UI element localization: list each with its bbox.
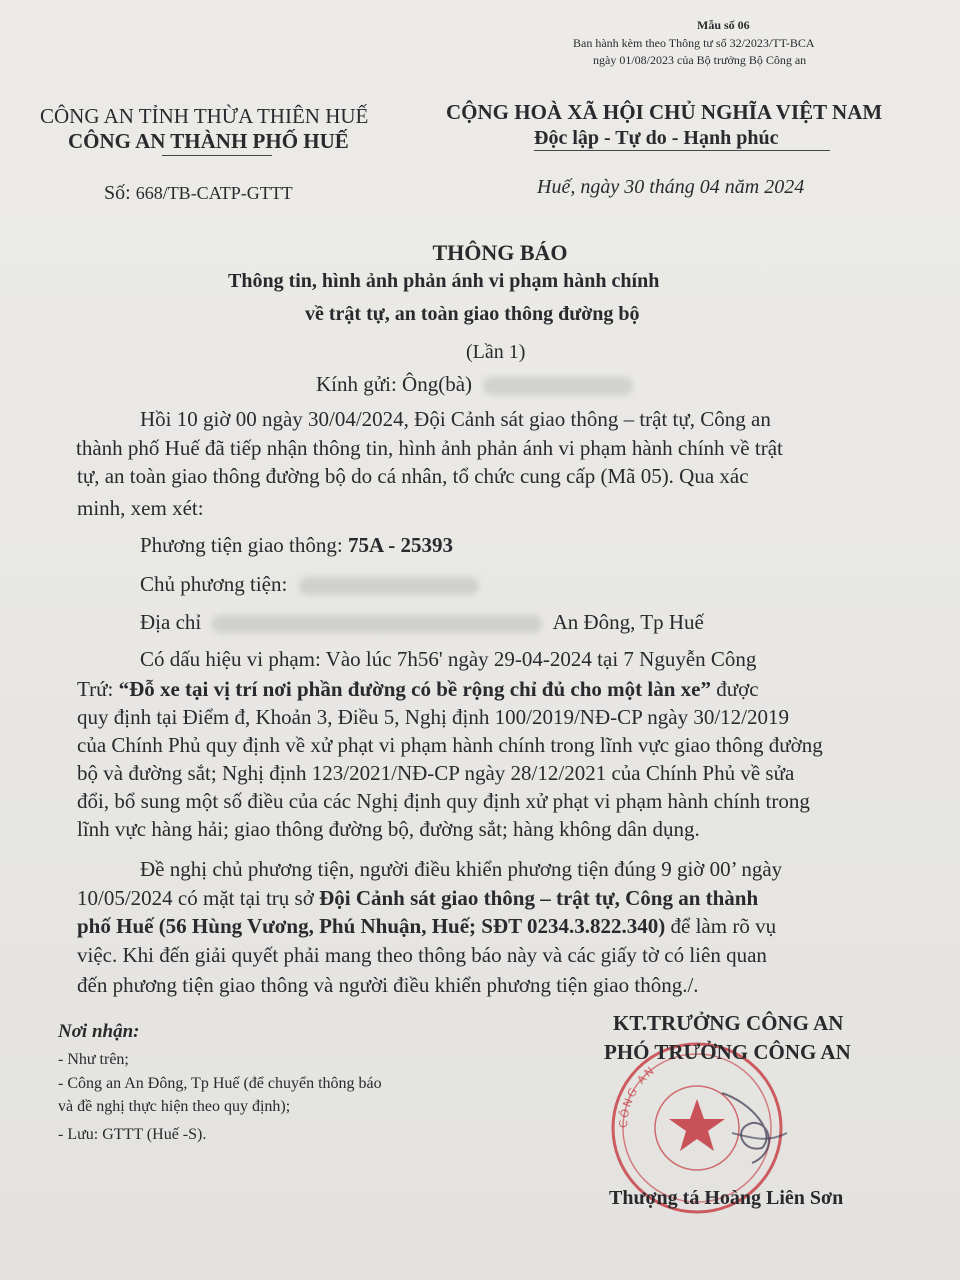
violation-line [77,677,759,702]
document-number-label: Số: [104,182,131,204]
recipients-title: Nơi nhận: [58,1021,140,1042]
paragraph-line [77,886,758,911]
recipient-item: - Như trên; [58,1051,129,1068]
redacted-owner [299,577,479,595]
paragraph-line: thành phố Huế đã tiếp nhận thông tin, hình ảnh phản ánh vi phạm hành chính về trật [76,436,783,460]
redacted-name [483,377,633,395]
request-office-address: phố Huế (56 Hùng Vương, Phú Nhuận, Huế; SĐT 0234.3.822.340) [77,914,666,938]
paragraph-line: của Chính Phủ quy định về xử phạt vi phạm hành chính trong lĩnh vực giao thông đường [77,733,823,757]
motto-underline [534,150,830,151]
address-line [140,610,704,635]
form-issued-date-line: ngày 01/08/2023 của Bộ trưởng Bộ Công an [593,53,807,67]
paragraph-line: đến phương tiện giao thông và người điều khiển phương tiện giao thông./. [77,973,699,997]
paragraph-line [77,914,776,939]
vehicle-line [140,533,453,558]
owner-line [140,572,479,597]
paragraph-line: Đề nghị chủ phương tiện, người điều khiển phương tiện đúng 9 giờ 00’ ngày [140,857,783,881]
paragraph-line: lĩnh vực hàng hải; giao thông đường bộ, đường sắt; hàng không dân dụng. [77,817,700,841]
request-office: Đội Cảnh sát giao thông – trật tự, Công an thành [319,886,759,910]
recipient-item: và đề nghị thực hiện theo quy định); [58,1098,291,1115]
form-number: Mẫu số 06 [697,18,750,32]
paragraph-line: Hồi 10 giờ 00 ngày 30/04/2024, Đội Cảnh sát giao thông – trật tự, Công an [140,407,771,431]
seal-text: CÔNG AN [616,1063,659,1129]
addressee-label: Kính gửi: Ông(bà) [316,372,473,396]
request-date: 10/05/2024 có mặt tại trụ sở [77,886,320,910]
violation-description: “Đỗ xe tại vị trí nơi phần đường có bề rộng chỉ đủ cho một làn xe” [118,677,711,701]
license-plate: 75A - 25393 [347,533,453,557]
recipient-item: - Lưu: GTTT (Huế -S). [58,1126,207,1143]
agency-name: CÔNG AN THÀNH PHỐ HUẾ [68,129,349,153]
address-label: Địa chỉ [140,610,202,634]
violation-location-end: Trứ: [77,677,119,701]
agency-underline [162,155,272,156]
addressee-line [316,372,633,397]
document-number [104,182,293,205]
document-number-value: 668/TB-CATP-GTTT [135,183,293,203]
attempt-number: (Lần 1) [466,341,526,363]
vehicle-label: Phương tiện giao thông: [140,533,343,557]
paragraph-line: tự, an toàn giao thông đường bộ do cá nhân, tổ chức cung cấp (Mã 05). Qua xác [77,464,749,488]
paragraph-line: bộ và đường sắt; Nghị định 123/2021/NĐ-CP ngày 28/12/2021 của Chính Phủ về sửa [77,761,795,785]
form-issued-line: Ban hành kèm theo Thông tư số 32/2023/TT-BCA [573,36,815,50]
violation-connector: được [710,677,759,701]
paragraph-line: quy định tại Điểm đ, Khoản 3, Điều 5, Nghị định 100/2019/NĐ-CP ngày 30/12/2019 [77,705,790,729]
signer-name: Thượng tá Hoàng Liên Sơn [609,1187,844,1209]
country-name: CỘNG HOÀ XÃ HỘI CHỦ NGHĨA VIỆT NAM [446,100,883,124]
place-date: Huế, ngày 30 tháng 04 năm 2024 [537,176,805,198]
svg-text:CÔNG AN [617,1063,658,1128]
recipient-item: - Công an An Đông, Tp Huế (để chuyển thông báo [58,1075,382,1092]
paragraph-line: đổi, bổ sung một số điều của các Nghị định quy định xử phạt vi phạm hành chính trong [77,789,810,813]
paragraph-line: minh, xem xét: [77,496,204,520]
agency-parent: CÔNG AN TỈNH THỪA THIÊN HUẾ [40,104,369,128]
signature-title-2: PHÓ TRƯỞNG CÔNG AN [604,1040,851,1064]
owner-label: Chủ phương tiện: [140,572,288,596]
national-motto: Độc lập - Tự do - Hạnh phúc [534,127,779,149]
document-title: THÔNG BÁO [432,240,568,265]
address-tail: An Đông, Tp Huế [552,610,704,634]
paragraph-line: việc. Khi đến giải quyết phải mang theo thông báo này và các giấy tờ có liên quan [77,943,767,967]
violation-line: Có dấu hiệu vi phạm: Vào lúc 7h56' ngày 29-04-2024 tại 7 Nguyễn Công [140,647,757,671]
redacted-address [212,615,542,633]
request-purpose: để làm rõ vụ [665,914,777,938]
document-subtitle-1: Thông tin, hình ảnh phản ánh vi phạm hành chính [228,270,660,292]
document-subtitle-2: về trật tự, an toàn giao thông đường bộ [305,303,640,325]
signature-title-1: KT.TRƯỞNG CÔNG AN [613,1011,844,1035]
